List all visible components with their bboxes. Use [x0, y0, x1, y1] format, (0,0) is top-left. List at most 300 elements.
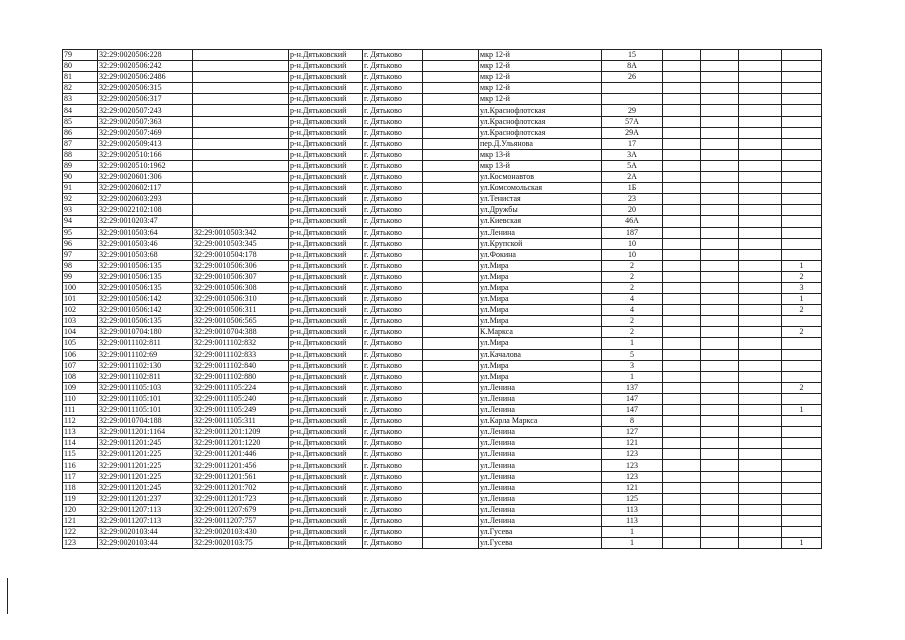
- district-cell: р-н.Дятьковский: [289, 316, 363, 327]
- district-cell: р-н.Дятьковский: [289, 205, 363, 216]
- district-cell: р-н.Дятьковский: [289, 116, 363, 127]
- city-cell: г. Дятьково: [363, 294, 423, 305]
- city-cell: г. Дятьково: [363, 405, 423, 416]
- district-cell: р-н.Дятьковский: [289, 216, 363, 227]
- col-9-cell: [663, 416, 701, 427]
- house-number-cell: 127: [602, 427, 663, 438]
- house-number-cell: 2: [602, 316, 663, 327]
- row-number-cell: 82: [63, 83, 98, 94]
- col-10-cell: [701, 183, 739, 194]
- apartment-number-cell: [782, 50, 822, 61]
- table-row: [63, 72, 822, 83]
- row-number-cell: 106: [63, 349, 98, 360]
- object-number-cell: [193, 194, 289, 205]
- row-number-cell: 95: [63, 227, 98, 238]
- blank-cell-cell: [423, 438, 479, 449]
- city-cell: г. Дятьково: [363, 50, 423, 61]
- table-row: [63, 149, 822, 160]
- apartment-number-cell: [782, 238, 822, 249]
- col-11-cell: [739, 282, 782, 293]
- apartment-number-cell: [782, 393, 822, 404]
- house-number-cell: 121: [602, 482, 663, 493]
- cadastral-number-cell: 32:29:0010203:47: [98, 216, 193, 227]
- col-9-cell: [663, 127, 701, 138]
- col-9-cell: [663, 405, 701, 416]
- col-10-cell: [701, 149, 739, 160]
- district-cell: р-н.Дятьковский: [289, 405, 363, 416]
- col-9-cell: [663, 515, 701, 526]
- table-row: [63, 371, 822, 382]
- cadastral-number-cell: 32:29:0020601:306: [98, 172, 193, 183]
- house-number-cell: 8: [602, 416, 663, 427]
- house-number-cell: 8А: [602, 61, 663, 72]
- cadastral-number-cell: 32:29:0011102:69: [98, 349, 193, 360]
- cadastral-number-cell: 32:29:0020506:317: [98, 94, 193, 105]
- district-cell: р-н.Дятьковский: [289, 282, 363, 293]
- blank-cell-cell: [423, 416, 479, 427]
- district-cell: р-н.Дятьковский: [289, 105, 363, 116]
- blank-cell-cell: [423, 382, 479, 393]
- object-number-cell: [193, 183, 289, 194]
- col-9-cell: [663, 327, 701, 338]
- cadastral-number-cell: 32:29:0020506:315: [98, 83, 193, 94]
- apartment-number-cell: [782, 160, 822, 171]
- object-number-cell: 32:29:0011201:1220: [193, 438, 289, 449]
- street-cell: мкр 12-й: [479, 61, 602, 72]
- city-cell: г. Дятьково: [363, 72, 423, 83]
- table-row: [63, 160, 822, 171]
- apartment-number-cell: [782, 61, 822, 72]
- table-row: [63, 449, 822, 460]
- table-row: [63, 271, 822, 282]
- col-10-cell: [701, 360, 739, 371]
- col-10-cell: [701, 449, 739, 460]
- street-cell: мкр 13-й: [479, 149, 602, 160]
- city-cell: г. Дятьково: [363, 249, 423, 260]
- city-cell: г. Дятьково: [363, 482, 423, 493]
- district-cell: р-н.Дятьковский: [289, 50, 363, 61]
- city-cell: г. Дятьково: [363, 527, 423, 538]
- blank-cell-cell: [423, 249, 479, 260]
- col-10-cell: [701, 205, 739, 216]
- district-cell: р-н.Дятьковский: [289, 160, 363, 171]
- city-cell: г. Дятьково: [363, 227, 423, 238]
- city-cell: г. Дятьково: [363, 349, 423, 360]
- object-number-cell: 32:29:0011207:679: [193, 504, 289, 515]
- col-9-cell: [663, 172, 701, 183]
- city-cell: г. Дятьково: [363, 205, 423, 216]
- col-11-cell: [739, 405, 782, 416]
- object-number-cell: 32:29:0010506:310: [193, 294, 289, 305]
- cadastral-number-cell: 32:29:0011201:225: [98, 471, 193, 482]
- col-10-cell: [701, 349, 739, 360]
- object-number-cell: [193, 160, 289, 171]
- row-number-cell: 111: [63, 405, 98, 416]
- street-cell: ул.Ленина: [479, 460, 602, 471]
- blank-cell-cell: [423, 282, 479, 293]
- object-number-cell: 32:29:0010506:308: [193, 282, 289, 293]
- district-cell: р-н.Дятьковский: [289, 271, 363, 282]
- cadastral-number-cell: 32:29:0011201:245: [98, 438, 193, 449]
- object-number-cell: 32:29:0010504:178: [193, 249, 289, 260]
- table-row: [63, 138, 822, 149]
- street-cell: ул.Комсомольская: [479, 183, 602, 194]
- district-cell: р-н.Дятьковский: [289, 438, 363, 449]
- cadastral-number-cell: 32:29:0011201:245: [98, 482, 193, 493]
- col-11-cell: [739, 416, 782, 427]
- blank-cell-cell: [423, 127, 479, 138]
- apartment-number-cell: [782, 172, 822, 183]
- district-cell: р-н.Дятьковский: [289, 504, 363, 515]
- city-cell: г. Дятьково: [363, 172, 423, 183]
- city-cell: г. Дятьково: [363, 183, 423, 194]
- street-cell: ул.Мира: [479, 338, 602, 349]
- col-11-cell: [739, 50, 782, 61]
- cadastral-number-cell: 32:29:0011201:225: [98, 449, 193, 460]
- col-9-cell: [663, 216, 701, 227]
- house-number-cell: 29: [602, 105, 663, 116]
- apartment-number-cell: [782, 527, 822, 538]
- object-number-cell: [193, 205, 289, 216]
- street-cell: ул.Качалова: [479, 349, 602, 360]
- col-11-cell: [739, 493, 782, 504]
- col-10-cell: [701, 216, 739, 227]
- blank-cell-cell: [423, 183, 479, 194]
- blank-cell-cell: [423, 271, 479, 282]
- house-number-cell: [602, 83, 663, 94]
- table-row: [63, 538, 822, 549]
- row-number-cell: 85: [63, 116, 98, 127]
- apartment-number-cell: [782, 249, 822, 260]
- blank-cell-cell: [423, 393, 479, 404]
- apartment-number-cell: 2: [782, 305, 822, 316]
- cadastral-number-cell: 32:29:0010704:180: [98, 327, 193, 338]
- city-cell: г. Дятьково: [363, 149, 423, 160]
- street-cell: ул.Космонавтов: [479, 172, 602, 183]
- table-row: [63, 294, 822, 305]
- city-cell: г. Дятьково: [363, 216, 423, 227]
- cadastral-number-cell: 32:29:0011201:237: [98, 493, 193, 504]
- col-11-cell: [739, 460, 782, 471]
- col-11-cell: [739, 349, 782, 360]
- row-number-cell: 123: [63, 538, 98, 549]
- city-cell: г. Дятьково: [363, 94, 423, 105]
- house-number-cell: 2: [602, 271, 663, 282]
- col-11-cell: [739, 160, 782, 171]
- district-cell: р-н.Дятьковский: [289, 460, 363, 471]
- city-cell: г. Дятьково: [363, 515, 423, 526]
- table-row: [63, 382, 822, 393]
- district-cell: р-н.Дятьковский: [289, 449, 363, 460]
- apartment-number-cell: [782, 194, 822, 205]
- col-10-cell: [701, 271, 739, 282]
- cadastral-number-cell: 32:29:0011105:101: [98, 393, 193, 404]
- blank-cell-cell: [423, 538, 479, 549]
- object-number-cell: 32:29:0011201:702: [193, 482, 289, 493]
- house-number-cell: 2: [602, 260, 663, 271]
- col-10-cell: [701, 427, 739, 438]
- col-10-cell: [701, 105, 739, 116]
- row-number-cell: 90: [63, 172, 98, 183]
- row-number-cell: 119: [63, 493, 98, 504]
- house-number-cell: 1: [602, 527, 663, 538]
- row-number-cell: 86: [63, 127, 98, 138]
- district-cell: р-н.Дятьковский: [289, 482, 363, 493]
- object-number-cell: 32:29:0011207:757: [193, 515, 289, 526]
- object-number-cell: 32:29:0011201:446: [193, 449, 289, 460]
- city-cell: г. Дятьково: [363, 493, 423, 504]
- col-9-cell: [663, 238, 701, 249]
- col-10-cell: [701, 61, 739, 72]
- street-cell: мкр 12-й: [479, 94, 602, 105]
- street-cell: ул.Ленина: [479, 515, 602, 526]
- object-number-cell: 32:29:0020103:75: [193, 538, 289, 549]
- cadastral-number-cell: 32:29:0010506:135: [98, 260, 193, 271]
- house-number-cell: 26: [602, 72, 663, 83]
- table-row: [63, 349, 822, 360]
- city-cell: г. Дятьково: [363, 382, 423, 393]
- object-number-cell: 32:29:0010506:306: [193, 260, 289, 271]
- cadastral-number-cell: 32:29:0011201:1164: [98, 427, 193, 438]
- col-9-cell: [663, 105, 701, 116]
- blank-cell-cell: [423, 172, 479, 183]
- object-number-cell: 32:29:0011201:1209: [193, 427, 289, 438]
- cadastral-number-cell: 32:29:0020506:228: [98, 50, 193, 61]
- row-number-cell: 105: [63, 338, 98, 349]
- col-9-cell: [663, 371, 701, 382]
- cadastral-number-cell: 32:29:0011207:113: [98, 515, 193, 526]
- house-number-cell: 2А: [602, 172, 663, 183]
- district-cell: р-н.Дятьковский: [289, 249, 363, 260]
- table-row: [63, 405, 822, 416]
- blank-cell-cell: [423, 504, 479, 515]
- object-number-cell: [193, 50, 289, 61]
- street-cell: ул.Дружбы: [479, 205, 602, 216]
- col-9-cell: [663, 393, 701, 404]
- cadastral-number-cell: 32:29:0020506:2486: [98, 72, 193, 83]
- object-number-cell: 32:29:0010704:388: [193, 327, 289, 338]
- table-row: [63, 282, 822, 293]
- house-number-cell: 147: [602, 405, 663, 416]
- col-11-cell: [739, 149, 782, 160]
- street-cell: ул.Ленина: [479, 382, 602, 393]
- apartment-number-cell: [782, 438, 822, 449]
- col-9-cell: [663, 194, 701, 205]
- row-number-cell: 101: [63, 294, 98, 305]
- cadastral-number-cell: 32:29:0011201:225: [98, 460, 193, 471]
- table-row: [63, 216, 822, 227]
- table-row: [63, 172, 822, 183]
- district-cell: р-н.Дятьковский: [289, 471, 363, 482]
- house-number-cell: 187: [602, 227, 663, 238]
- apartment-number-cell: 1: [782, 260, 822, 271]
- row-number-cell: 96: [63, 238, 98, 249]
- col-11-cell: [739, 360, 782, 371]
- blank-cell-cell: [423, 216, 479, 227]
- apartment-number-cell: [782, 116, 822, 127]
- col-9-cell: [663, 94, 701, 105]
- city-cell: г. Дятьково: [363, 449, 423, 460]
- row-number-cell: 99: [63, 271, 98, 282]
- cadastral-number-cell: 32:29:0010506:135: [98, 316, 193, 327]
- street-cell: ул.Фокина: [479, 249, 602, 260]
- row-number-cell: 100: [63, 282, 98, 293]
- col-11-cell: [739, 260, 782, 271]
- object-number-cell: 32:29:0011105:224: [193, 382, 289, 393]
- house-number-cell: 10: [602, 249, 663, 260]
- col-9-cell: [663, 205, 701, 216]
- apartment-number-cell: 2: [782, 327, 822, 338]
- table-row: [63, 482, 822, 493]
- city-cell: г. Дятьково: [363, 105, 423, 116]
- house-number-cell: 1: [602, 538, 663, 549]
- apartment-number-cell: 1: [782, 405, 822, 416]
- object-number-cell: 32:29:0010503:345: [193, 238, 289, 249]
- street-cell: ул.Мира: [479, 305, 602, 316]
- col-9-cell: [663, 438, 701, 449]
- district-cell: р-н.Дятьковский: [289, 349, 363, 360]
- object-number-cell: [193, 172, 289, 183]
- col-10-cell: [701, 83, 739, 94]
- col-11-cell: [739, 382, 782, 393]
- col-9-cell: [663, 504, 701, 515]
- blank-cell-cell: [423, 327, 479, 338]
- col-11-cell: [739, 94, 782, 105]
- street-cell: ул.Мира: [479, 260, 602, 271]
- cadastral-number-cell: 32:29:0020602:117: [98, 183, 193, 194]
- col-10-cell: [701, 138, 739, 149]
- cadastral-number-cell: 32:29:0020507:243: [98, 105, 193, 116]
- apartment-number-cell: [782, 105, 822, 116]
- table-row: [63, 316, 822, 327]
- table-row: [63, 360, 822, 371]
- col-10-cell: [701, 527, 739, 538]
- row-number-cell: 107: [63, 360, 98, 371]
- blank-cell-cell: [423, 83, 479, 94]
- apartment-number-cell: [782, 227, 822, 238]
- col-11-cell: [739, 427, 782, 438]
- cadastral-number-cell: 32:29:0022102:108: [98, 205, 193, 216]
- col-11-cell: [739, 327, 782, 338]
- street-cell: ул.Карла Маркса: [479, 416, 602, 427]
- col-10-cell: [701, 316, 739, 327]
- table-row: [63, 260, 822, 271]
- street-cell: ул.Крупской: [479, 238, 602, 249]
- col-11-cell: [739, 438, 782, 449]
- house-number-cell: 4: [602, 294, 663, 305]
- col-10-cell: [701, 482, 739, 493]
- row-number-cell: 94: [63, 216, 98, 227]
- street-cell: ул.Мира: [479, 316, 602, 327]
- apartment-number-cell: [782, 94, 822, 105]
- row-number-cell: 83: [63, 94, 98, 105]
- city-cell: г. Дятьково: [363, 194, 423, 205]
- apartment-number-cell: 2: [782, 271, 822, 282]
- col-9-cell: [663, 493, 701, 504]
- cadastral-number-cell: 32:29:0011105:103: [98, 382, 193, 393]
- district-cell: р-н.Дятьковский: [289, 493, 363, 504]
- table-row: [63, 393, 822, 404]
- apartment-number-cell: 1: [782, 294, 822, 305]
- house-number-cell: 147: [602, 393, 663, 404]
- district-cell: р-н.Дятьковский: [289, 327, 363, 338]
- col-9-cell: [663, 183, 701, 194]
- col-11-cell: [739, 138, 782, 149]
- city-cell: г. Дятьково: [363, 160, 423, 171]
- row-number-cell: 87: [63, 138, 98, 149]
- city-cell: г. Дятьково: [363, 460, 423, 471]
- house-number-cell: 2: [602, 327, 663, 338]
- col-11-cell: [739, 371, 782, 382]
- apartment-number-cell: [782, 183, 822, 194]
- house-number-cell: 123: [602, 449, 663, 460]
- blank-cell-cell: [423, 61, 479, 72]
- blank-cell-cell: [423, 427, 479, 438]
- apartment-number-cell: [782, 460, 822, 471]
- house-number-cell: 3А: [602, 149, 663, 160]
- district-cell: р-н.Дятьковский: [289, 527, 363, 538]
- city-cell: г. Дятьково: [363, 127, 423, 138]
- apartment-number-cell: [782, 482, 822, 493]
- blank-cell-cell: [423, 349, 479, 360]
- city-cell: г. Дятьково: [363, 338, 423, 349]
- col-10-cell: [701, 172, 739, 183]
- col-9-cell: [663, 72, 701, 83]
- house-number-cell: [602, 94, 663, 105]
- house-number-cell: 123: [602, 460, 663, 471]
- register-body: [63, 50, 822, 549]
- district-cell: р-н.Дятьковский: [289, 427, 363, 438]
- col-10-cell: [701, 371, 739, 382]
- city-cell: г. Дятьково: [363, 260, 423, 271]
- object-number-cell: 32:29:0011102:832: [193, 338, 289, 349]
- col-11-cell: [739, 83, 782, 94]
- cadastral-number-cell: 32:29:0011102:811: [98, 338, 193, 349]
- object-number-cell: 32:29:0011105:249: [193, 405, 289, 416]
- table-row: [63, 105, 822, 116]
- blank-cell-cell: [423, 405, 479, 416]
- cadastral-number-cell: 32:29:0010506:135: [98, 282, 193, 293]
- col-10-cell: [701, 260, 739, 271]
- street-cell: ул.Краснофлотская: [479, 116, 602, 127]
- blank-cell-cell: [423, 116, 479, 127]
- row-number-cell: 93: [63, 205, 98, 216]
- object-number-cell: 32:29:0011102:880: [193, 371, 289, 382]
- col-10-cell: [701, 515, 739, 526]
- col-11-cell: [739, 515, 782, 526]
- blank-cell-cell: [423, 149, 479, 160]
- object-number-cell: [193, 149, 289, 160]
- col-9-cell: [663, 382, 701, 393]
- row-number-cell: 92: [63, 194, 98, 205]
- row-number-cell: 80: [63, 61, 98, 72]
- row-number-cell: 103: [63, 316, 98, 327]
- cadastral-number-cell: 32:29:0020103:44: [98, 527, 193, 538]
- col-9-cell: [663, 249, 701, 260]
- district-cell: р-н.Дятьковский: [289, 83, 363, 94]
- col-9-cell: [663, 305, 701, 316]
- object-number-cell: 32:29:0020103:430: [193, 527, 289, 538]
- city-cell: г. Дятьково: [363, 371, 423, 382]
- blank-cell-cell: [423, 50, 479, 61]
- col-11-cell: [739, 449, 782, 460]
- city-cell: г. Дятьково: [363, 427, 423, 438]
- col-10-cell: [701, 493, 739, 504]
- apartment-number-cell: [782, 371, 822, 382]
- table-row: [63, 416, 822, 427]
- col-11-cell: [739, 527, 782, 538]
- house-number-cell: 1Б: [602, 183, 663, 194]
